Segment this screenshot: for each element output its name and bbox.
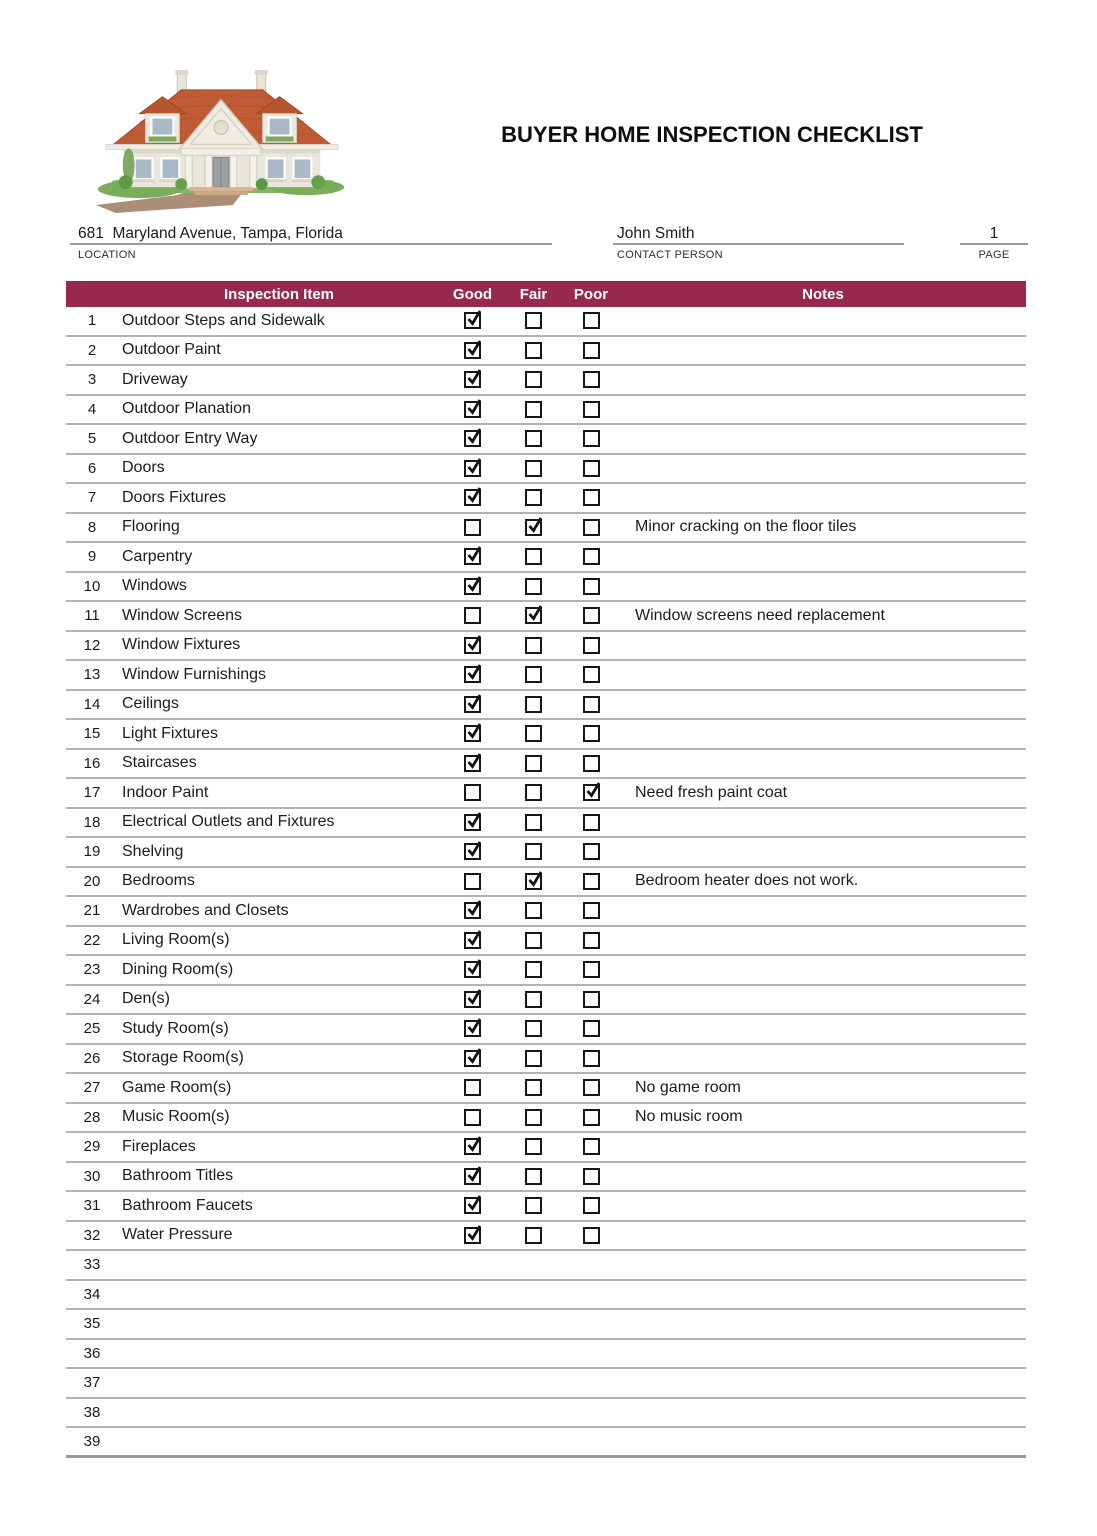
row-number: 16 [83, 754, 101, 772]
table-row [66, 1163, 1026, 1193]
check-icon [525, 603, 545, 623]
table-row [66, 543, 1026, 573]
check-icon [464, 692, 484, 712]
table-row [66, 956, 1026, 986]
row-number: 39 [83, 1432, 101, 1450]
poor-checkbox[interactable] [583, 932, 600, 949]
fair-checkbox[interactable] [525, 342, 542, 359]
poor-checkbox[interactable] [583, 460, 600, 477]
fair-checkbox[interactable] [525, 873, 542, 890]
contact-person-value: John Smith [613, 222, 904, 245]
table-row [66, 1074, 1026, 1104]
fair-checkbox[interactable] [525, 519, 542, 536]
page-title: BUYER HOME INSPECTION CHECKLIST [501, 122, 923, 147]
good-checkbox[interactable] [464, 814, 481, 831]
check-icon [464, 987, 484, 1007]
poor-checkbox[interactable] [583, 371, 600, 388]
row-number: 13 [83, 666, 101, 684]
row-item: Living Room(s) [122, 931, 230, 949]
location-label: LOCATION [78, 249, 136, 261]
check-icon [464, 308, 484, 328]
good-checkbox[interactable] [464, 784, 481, 801]
table-row [66, 661, 1026, 691]
fair-checkbox[interactable] [525, 1020, 542, 1037]
check-icon [464, 1016, 484, 1036]
good-checkbox[interactable] [464, 725, 481, 742]
row-number: 24 [83, 990, 101, 1008]
table-row [66, 366, 1026, 396]
check-icon [464, 1223, 484, 1243]
table-body [66, 307, 1026, 1458]
row-number: 28 [83, 1108, 101, 1126]
fair-checkbox[interactable] [525, 696, 542, 713]
fair-checkbox[interactable] [525, 607, 542, 624]
row-item: Outdoor Planation [122, 400, 251, 418]
table-row [66, 1222, 1026, 1252]
good-checkbox[interactable] [464, 1020, 481, 1037]
table-row [66, 632, 1026, 662]
good-checkbox[interactable] [464, 637, 481, 654]
row-item: Light Fixtures [122, 724, 219, 742]
poor-checkbox[interactable] [583, 902, 600, 919]
row-number: 5 [87, 430, 97, 448]
table-row [66, 1251, 1026, 1281]
table-row [66, 838, 1026, 868]
row-item: Wardrobes and Closets [122, 901, 289, 919]
row-item: Outdoor Steps and Sidewalk [122, 311, 325, 329]
poor-checkbox[interactable] [583, 814, 600, 831]
check-icon [464, 1164, 484, 1184]
row-number: 2 [87, 341, 97, 359]
good-checkbox[interactable] [464, 873, 481, 890]
check-icon [464, 367, 484, 387]
check-icon [464, 397, 484, 417]
row-item: Bedrooms [122, 872, 195, 890]
poor-checkbox[interactable] [583, 843, 600, 860]
poor-checkbox[interactable] [583, 873, 600, 890]
poor-checkbox[interactable] [583, 519, 600, 536]
poor-checkbox[interactable] [583, 1168, 600, 1185]
location-value: 681 Maryland Avenue, Tampa, Florida [70, 222, 552, 245]
check-icon [464, 574, 484, 594]
table-row [66, 897, 1026, 927]
good-checkbox[interactable] [464, 1050, 481, 1067]
table-row [66, 986, 1026, 1016]
row-number: 14 [83, 695, 101, 713]
poor-checkbox[interactable] [583, 1109, 600, 1126]
row-number: 4 [87, 400, 97, 418]
row-number: 38 [83, 1403, 101, 1421]
check-icon [464, 810, 484, 830]
inspection-table [66, 281, 1026, 1458]
row-item: Ceilings [122, 695, 179, 713]
check-icon [583, 780, 603, 800]
row-number: 30 [83, 1167, 101, 1185]
table-row [66, 514, 1026, 544]
row-notes: No music room [635, 1108, 743, 1126]
good-checkbox[interactable] [464, 666, 481, 683]
row-number: 25 [83, 1020, 101, 1038]
row-item: Storage Room(s) [122, 1049, 244, 1067]
notes-column-header: Notes [802, 285, 844, 303]
poor-checkbox[interactable] [583, 607, 600, 624]
check-icon [464, 898, 484, 918]
fair-checkbox[interactable] [525, 489, 542, 506]
row-number: 26 [83, 1049, 101, 1067]
row-number: 1 [87, 312, 97, 330]
table-header-row [66, 281, 1026, 307]
row-item: Shelving [122, 842, 184, 860]
fair-checkbox[interactable] [525, 991, 542, 1008]
poor-checkbox[interactable] [583, 991, 600, 1008]
fair-checkbox[interactable] [525, 371, 542, 388]
poor-checkbox[interactable] [583, 1050, 600, 1067]
table-row [66, 425, 1026, 455]
poor-checkbox[interactable] [583, 784, 600, 801]
check-icon [464, 751, 484, 771]
check-icon [464, 338, 484, 358]
table-row [66, 1310, 1026, 1340]
fair-checkbox[interactable] [525, 784, 542, 801]
poor-checkbox[interactable] [583, 725, 600, 742]
page-number-field [960, 222, 1028, 261]
poor-checkbox[interactable] [583, 489, 600, 506]
row-item: Water Pressure [122, 1226, 233, 1244]
fair-checkbox[interactable] [525, 1227, 542, 1244]
check-icon [464, 839, 484, 859]
table-row [66, 602, 1026, 632]
row-item: Doors [122, 459, 165, 477]
row-number: 6 [87, 459, 97, 477]
table-row [66, 455, 1026, 485]
fair-checkbox[interactable] [525, 637, 542, 654]
check-icon [525, 869, 545, 889]
check-icon [464, 721, 484, 741]
fair-checkbox[interactable] [525, 666, 542, 683]
good-checkbox[interactable] [464, 401, 481, 418]
page-number-label: PAGE [978, 249, 1010, 261]
table-row [66, 779, 1026, 809]
row-item: Driveway [122, 370, 188, 388]
poor-checkbox[interactable] [583, 548, 600, 565]
row-notes: Minor cracking on the floor tiles [635, 518, 857, 536]
good-column-header: Good [452, 285, 493, 303]
fair-checkbox[interactable] [525, 460, 542, 477]
row-item: Study Room(s) [122, 1019, 229, 1037]
row-item: Flooring [122, 518, 180, 536]
poor-checkbox[interactable] [583, 1138, 600, 1155]
check-icon [464, 1134, 484, 1154]
row-item: Electrical Outlets and Fixtures [122, 813, 335, 831]
fair-checkbox[interactable] [525, 548, 542, 565]
good-checkbox[interactable] [464, 519, 481, 536]
row-item: Den(s) [122, 990, 171, 1008]
fair-checkbox[interactable] [525, 401, 542, 418]
poor-column-header: Poor [573, 285, 609, 303]
row-item: Window Screens [122, 606, 243, 624]
table-row [66, 809, 1026, 839]
table-row [66, 1369, 1026, 1399]
row-item: Outdoor Paint [122, 341, 221, 359]
table-row [66, 927, 1026, 957]
fair-checkbox[interactable] [525, 578, 542, 595]
check-icon [464, 957, 484, 977]
check-icon [464, 633, 484, 653]
poor-checkbox[interactable] [583, 1079, 600, 1096]
table-row [66, 1133, 1026, 1163]
fair-checkbox[interactable] [525, 1079, 542, 1096]
row-number: 19 [83, 843, 101, 861]
table-row [66, 1104, 1026, 1134]
fair-checkbox[interactable] [525, 902, 542, 919]
poor-checkbox[interactable] [583, 1227, 600, 1244]
row-item: Windows [122, 577, 187, 595]
poor-checkbox[interactable] [583, 1020, 600, 1037]
row-item: Bathroom Faucets [122, 1196, 253, 1214]
good-checkbox[interactable] [464, 460, 481, 477]
row-notes: No game room [635, 1078, 741, 1096]
table-row [66, 691, 1026, 721]
row-number: 18 [83, 813, 101, 831]
row-item: Carpentry [122, 547, 193, 565]
fair-checkbox[interactable] [525, 1138, 542, 1155]
poor-checkbox[interactable] [583, 755, 600, 772]
row-number: 17 [83, 784, 101, 802]
row-item: Bathroom Titles [122, 1167, 234, 1185]
good-checkbox[interactable] [464, 1138, 481, 1155]
good-checkbox[interactable] [464, 902, 481, 919]
good-checkbox[interactable] [464, 991, 481, 1008]
poor-checkbox[interactable] [583, 312, 600, 329]
contact-person-field [613, 222, 904, 261]
good-checkbox[interactable] [464, 1079, 481, 1096]
row-number: 8 [87, 518, 97, 536]
fair-column-header: Fair [519, 285, 548, 303]
fair-checkbox[interactable] [525, 1197, 542, 1214]
row-number: 36 [83, 1344, 101, 1362]
table-row [66, 1192, 1026, 1222]
check-icon [464, 544, 484, 564]
good-checkbox[interactable] [464, 1197, 481, 1214]
table-row [66, 750, 1026, 780]
check-icon [525, 515, 545, 535]
good-checkbox[interactable] [464, 961, 481, 978]
row-item: Doors Fixtures [122, 488, 227, 506]
fair-checkbox[interactable] [525, 430, 542, 447]
check-icon [464, 1193, 484, 1213]
good-checkbox[interactable] [464, 548, 481, 565]
table-row [66, 396, 1026, 426]
row-number: 33 [83, 1256, 101, 1274]
row-item: Game Room(s) [122, 1078, 232, 1096]
row-number: 22 [83, 931, 101, 949]
poor-checkbox[interactable] [583, 637, 600, 654]
table-row [66, 1045, 1026, 1075]
good-checkbox[interactable] [464, 430, 481, 447]
good-checkbox[interactable] [464, 489, 481, 506]
check-icon [464, 662, 484, 682]
row-item: Outdoor Entry Way [122, 429, 258, 447]
table-row [66, 1340, 1026, 1370]
location-field [70, 222, 552, 261]
table-row [66, 337, 1026, 367]
inspection-item-column-header: Inspection Item [223, 285, 335, 303]
row-number: 29 [83, 1138, 101, 1156]
row-notes: Window screens need replacement [635, 606, 885, 624]
good-checkbox[interactable] [464, 755, 481, 772]
table-row [66, 484, 1026, 514]
check-icon [464, 1046, 484, 1066]
check-icon [464, 426, 484, 446]
house-illustration [82, 52, 360, 220]
check-icon [464, 928, 484, 948]
row-number: 37 [83, 1374, 101, 1392]
row-item: Window Furnishings [122, 665, 267, 683]
poor-checkbox[interactable] [583, 578, 600, 595]
table-row [66, 1399, 1026, 1429]
row-number: 20 [83, 872, 101, 890]
good-checkbox[interactable] [464, 312, 481, 329]
table-row [66, 307, 1026, 337]
contact-person-label: CONTACT PERSON [617, 249, 723, 261]
good-checkbox[interactable] [464, 342, 481, 359]
fair-checkbox[interactable] [525, 312, 542, 329]
poor-checkbox[interactable] [583, 401, 600, 418]
poor-checkbox[interactable] [583, 696, 600, 713]
poor-checkbox[interactable] [583, 1197, 600, 1214]
row-item: Music Room(s) [122, 1108, 230, 1126]
fair-checkbox[interactable] [525, 843, 542, 860]
row-number: 12 [83, 636, 101, 654]
page-number-value: 1 [960, 222, 1028, 245]
good-checkbox[interactable] [464, 843, 481, 860]
poor-checkbox[interactable] [583, 961, 600, 978]
row-number: 31 [83, 1197, 101, 1215]
good-checkbox[interactable] [464, 1168, 481, 1185]
row-notes: Bedroom heater does not work. [635, 872, 859, 890]
row-number: 10 [83, 577, 101, 595]
row-item: Fireplaces [122, 1137, 196, 1155]
fair-checkbox[interactable] [525, 1109, 542, 1126]
house-image [82, 52, 360, 220]
good-checkbox[interactable] [464, 578, 481, 595]
poor-checkbox[interactable] [583, 430, 600, 447]
fair-checkbox[interactable] [525, 1168, 542, 1185]
check-icon [464, 456, 484, 476]
fair-checkbox[interactable] [525, 725, 542, 742]
row-number: 7 [87, 489, 97, 507]
row-number: 35 [83, 1315, 101, 1333]
good-checkbox[interactable] [464, 696, 481, 713]
good-checkbox[interactable] [464, 932, 481, 949]
fair-checkbox[interactable] [525, 755, 542, 772]
table-row [66, 1428, 1026, 1458]
row-item: Dining Room(s) [122, 960, 234, 978]
row-number: 3 [87, 371, 97, 389]
row-item: Indoor Paint [122, 783, 209, 801]
poor-checkbox[interactable] [583, 342, 600, 359]
row-number: 32 [83, 1226, 101, 1244]
table-row [66, 720, 1026, 750]
row-number: 23 [83, 961, 101, 979]
row-item: Staircases [122, 754, 197, 772]
row-number: 9 [87, 548, 97, 566]
table-row [66, 573, 1026, 603]
table-row [66, 868, 1026, 898]
check-icon [464, 485, 484, 505]
good-checkbox[interactable] [464, 371, 481, 388]
fair-checkbox[interactable] [525, 961, 542, 978]
fair-checkbox[interactable] [525, 1050, 542, 1067]
good-checkbox[interactable] [464, 1109, 481, 1126]
row-number: 11 [84, 607, 100, 625]
poor-checkbox[interactable] [583, 666, 600, 683]
table-row [66, 1281, 1026, 1311]
good-checkbox[interactable] [464, 607, 481, 624]
row-number: 27 [83, 1079, 101, 1097]
table-row [66, 1015, 1026, 1045]
row-item: Window Fixtures [122, 636, 241, 654]
row-notes: Need fresh paint coat [635, 783, 788, 801]
row-number: 21 [83, 902, 101, 920]
fair-checkbox[interactable] [525, 814, 542, 831]
good-checkbox[interactable] [464, 1227, 481, 1244]
row-number: 15 [83, 725, 101, 743]
fair-checkbox[interactable] [525, 932, 542, 949]
row-number: 34 [83, 1285, 101, 1303]
